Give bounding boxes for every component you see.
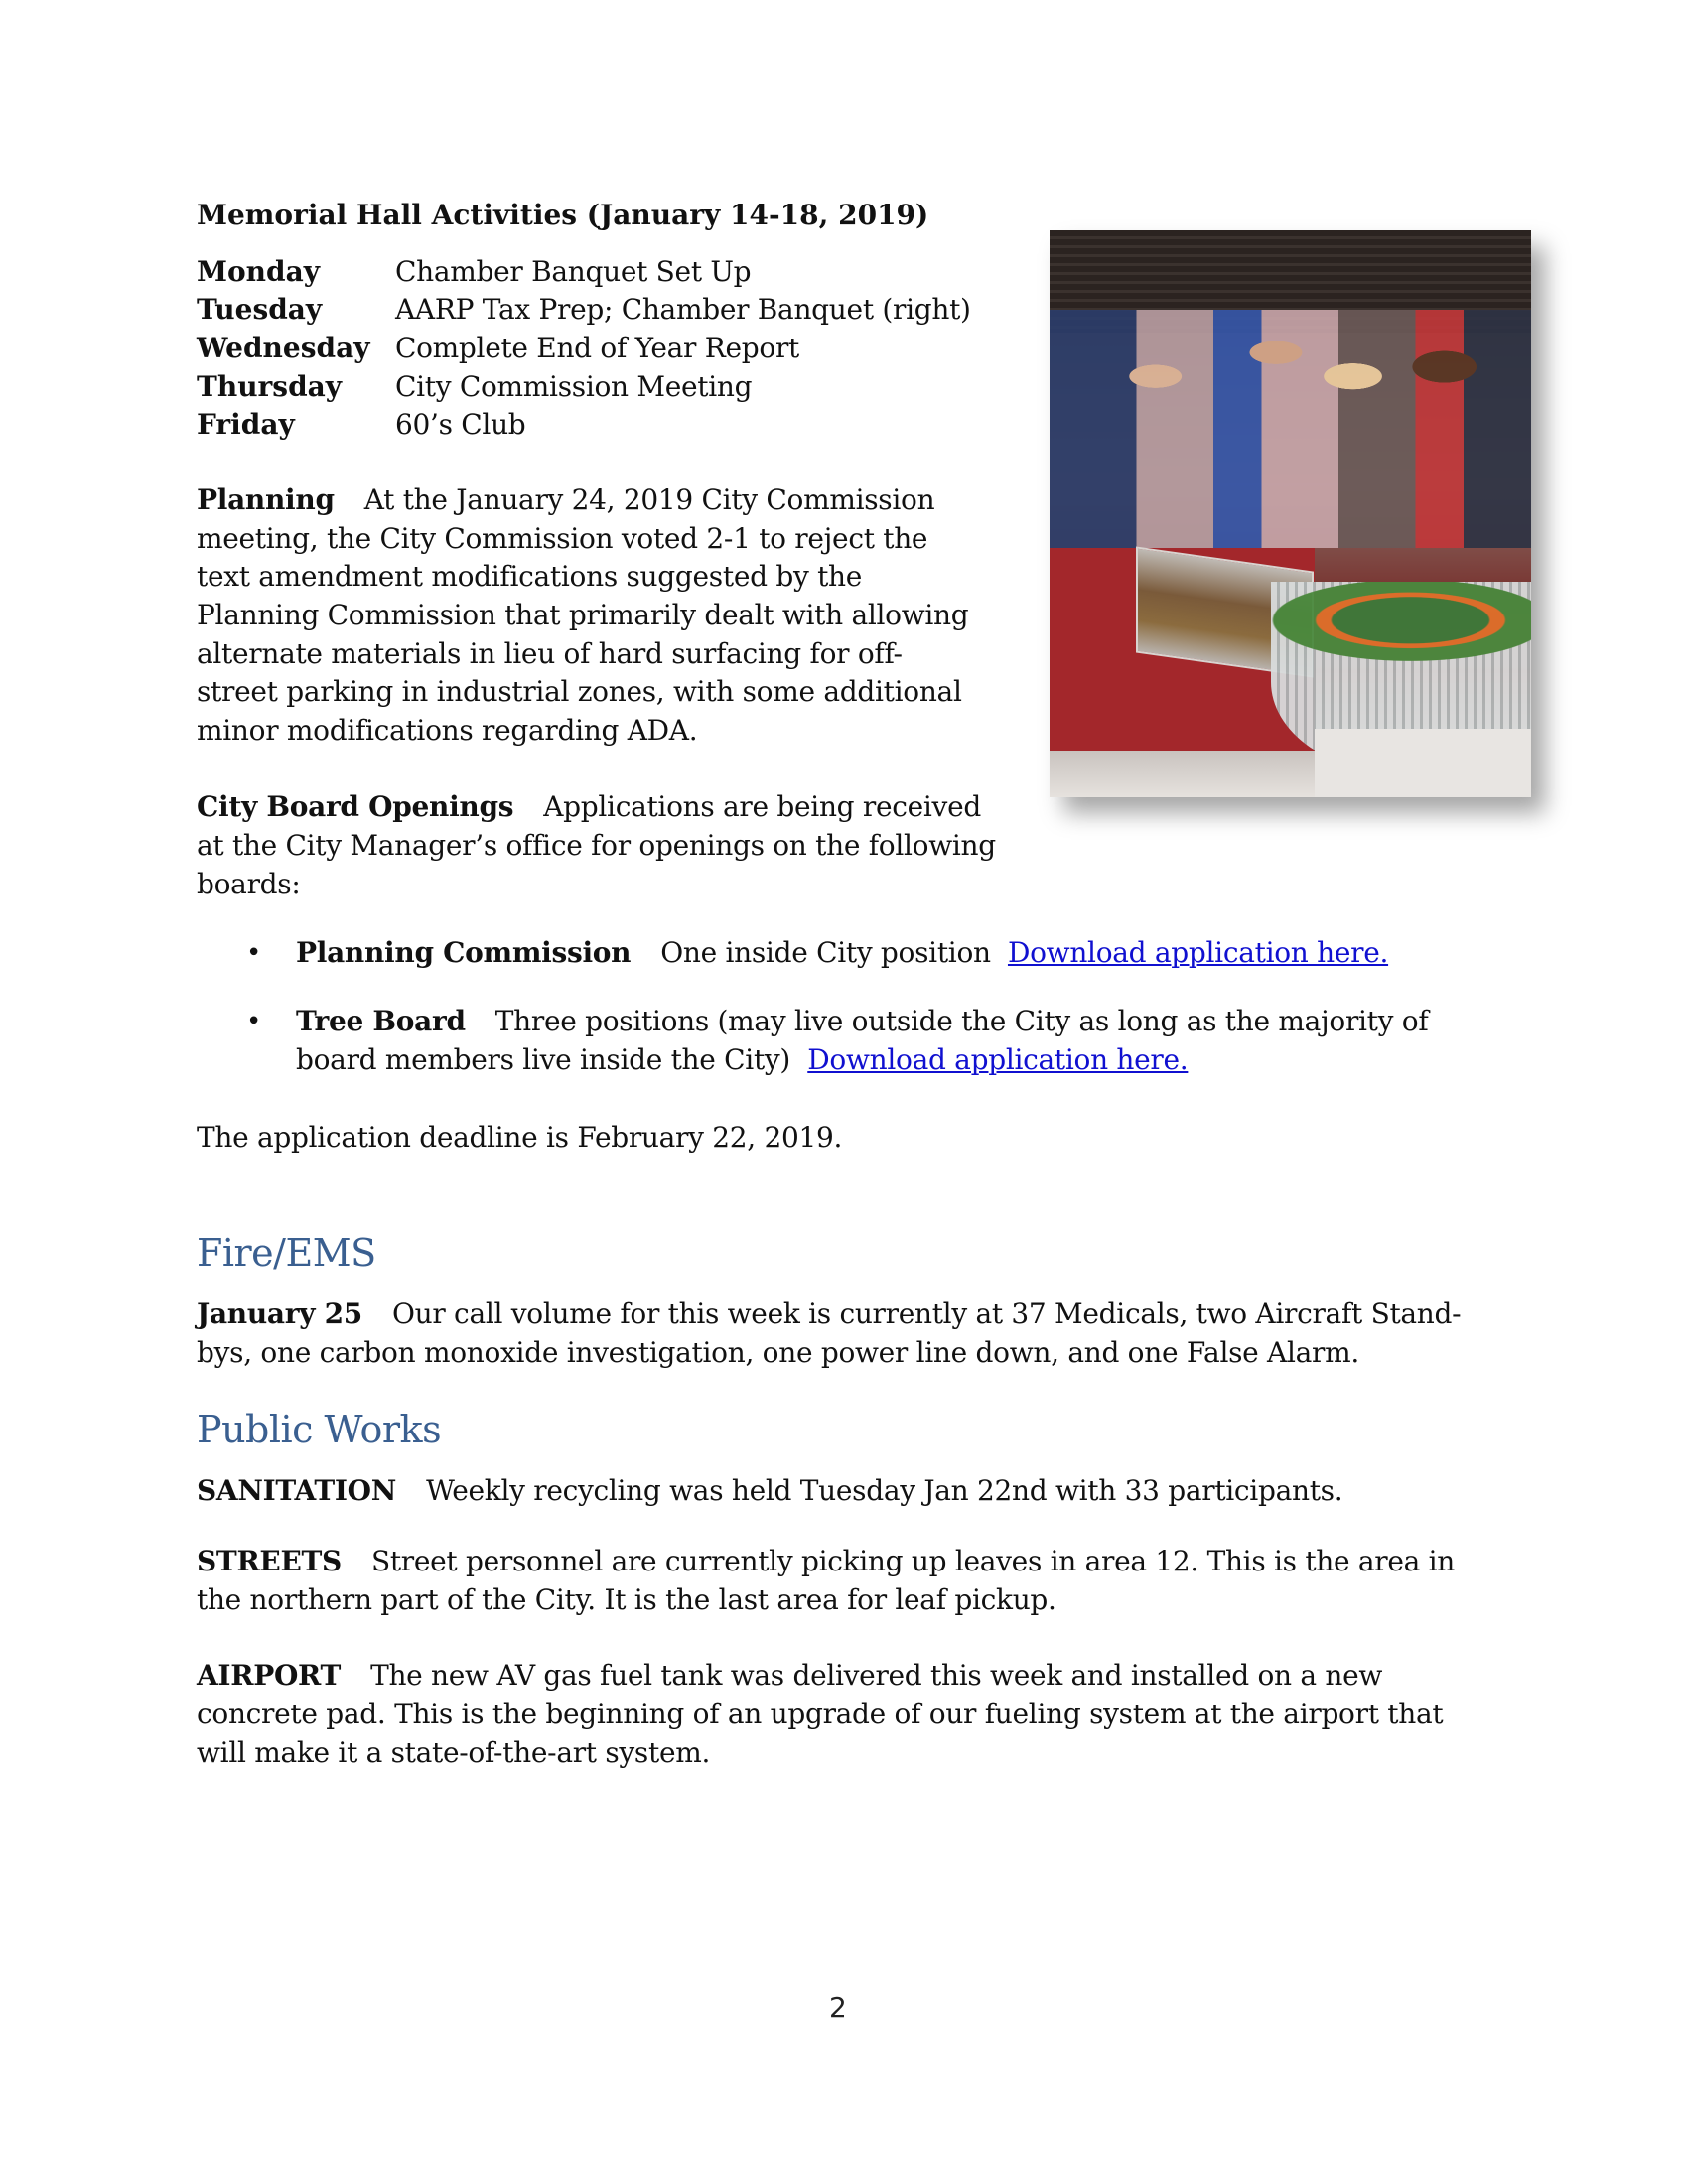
memorial-hall-title: Memorial Hall Activities (January 14-18, 2019) [197,199,929,231]
public-works-heading: Public Works [197,1408,442,1451]
airport-text: will make it a state-of-the-art system. [197,1736,711,1769]
schedule-day: Monday [197,255,321,288]
streets-text: the northern part of the City. It is the last area for leaf pickup. [197,1583,1056,1616]
airport-paragraph [197,1657,1382,1695]
download-application-link[interactable]: Download application here. [807,1043,1189,1076]
download-application-link[interactable]: Download application here. [1007,936,1389,969]
planning-text: street parking in industrial zones, with some additional [197,675,962,708]
fire-ems-date: January 25 [197,1297,362,1330]
board-name: Planning Commission [296,936,632,969]
planning-label: Planning [197,483,335,516]
board-desc: board members live inside the City) [296,1043,791,1076]
planning-text: meeting, the City Commission voted 2-1 to reject the [197,522,928,555]
board-desc: Three positions (may live outside the City as long as the majority of [494,1005,1429,1037]
board-openings-label: City Board Openings [197,790,514,823]
board-desc: One inside City position [660,936,991,969]
board-openings-text: boards: [197,868,301,900]
application-deadline: The application deadline is February 22, 2019. [197,1121,843,1154]
planning-text: Planning Commission that primarily dealt with allowing [197,599,969,631]
schedule-day: Friday [197,408,295,441]
fire-ems-heading: Fire/EMS [197,1231,376,1275]
airport-text: The new AV gas fuel tank was delivered this week and installed on a new [370,1659,1383,1692]
schedule-activity: AARP Tax Prep; Chamber Banquet (right) [395,293,971,326]
photo-tablecloth [1315,729,1531,797]
planning-text: At the January 24, 2019 City Commission [363,483,935,516]
fire-ems-text: bys, one carbon monoxide investigation, one power line down, and one False Alarm. [197,1336,1359,1369]
banquet-photo [1050,230,1531,797]
schedule-day: Tuesday [197,293,323,326]
airport-label: AIRPORT [197,1659,342,1692]
schedule-day: Thursday [197,370,343,403]
board-name: Tree Board [296,1005,466,1037]
fire-ems-text: Our call volume for this week is currently at 37 Medicals, two Aircraft Stand- [391,1297,1462,1330]
schedule-activity: 60’s Club [395,408,526,441]
bullet-icon: • [246,938,262,968]
sanitation-label: SANITATION [197,1474,397,1507]
schedule-activity: Complete End of Year Report [395,332,799,364]
streets-label: STREETS [197,1545,342,1577]
bullet-icon: • [246,1007,262,1036]
planning-text: minor modifications regarding ADA. [197,714,698,747]
board-openings-text: at the City Manager’s office for openings on the following [197,829,996,862]
sanitation-text: Weekly recycling was held Tuesday Jan 22nd with 33 participants. [426,1474,1343,1507]
photo-people [1050,310,1531,548]
planning-text: alternate materials in lieu of hard surfacing for off- [197,637,903,670]
sanitation-paragraph [197,1472,1342,1510]
board-openings-text: Applications are being received [543,790,981,823]
airport-text: concrete pad. This is the beginning of an upgrade of our fueling system at the airport that [197,1698,1444,1730]
planning-text: text amendment modifications suggested by the [197,560,863,593]
schedule-activity: City Commission Meeting [395,370,753,403]
page-number: 2 [829,1991,847,2024]
schedule-day: Wednesday [197,332,370,364]
streets-paragraph [197,1543,1455,1580]
streets-text: Street personnel are currently picking up leaves in area 12. This is the area in [370,1545,1456,1577]
schedule-activity: Chamber Banquet Set Up [395,255,752,288]
